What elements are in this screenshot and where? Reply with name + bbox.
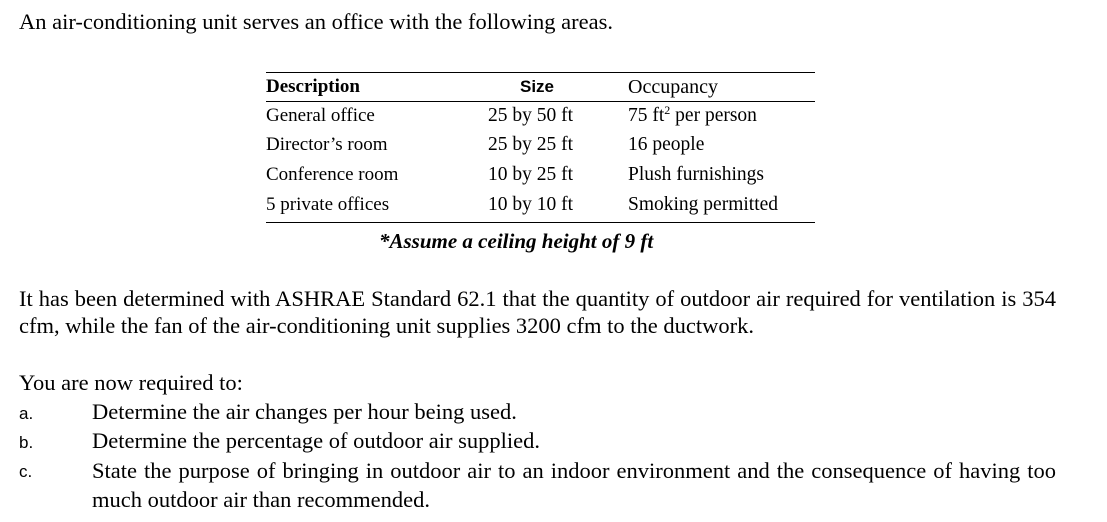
cell-size: 25 by 25 ft [488, 134, 574, 155]
occupancy-unit: per person [670, 105, 757, 126]
areas-table [266, 72, 815, 223]
table-header-row [266, 73, 815, 102]
requirements-intro: You are now required to: [19, 370, 243, 395]
cell-size: 25 by 50 ft [488, 105, 574, 126]
table-row [266, 102, 815, 132]
cell-description: Conference room [266, 164, 399, 185]
ventilation-paragraph: It has been determined with ASHRAE Standard 62.1 that the quantity of outdoor air required for ventilation is 354 cfm, while the fan of the air-conditioning unit supplies 3200 cfm to the ductwork. [19, 286, 1056, 338]
item-label: a. [19, 404, 34, 423]
table-row [266, 162, 815, 192]
header-occupancy: Occupancy [628, 76, 718, 98]
item-text: Determine the percentage of outdoor air supplied. [92, 428, 540, 453]
table-row [266, 192, 815, 222]
cell-size: 10 by 10 ft [488, 194, 574, 215]
cell-occupancy: Plush furnishings [628, 164, 764, 185]
item-label: c. [19, 462, 33, 481]
occupancy-superscript: 2 [664, 103, 671, 117]
cell-description: 5 private offices [266, 194, 390, 215]
item-text: State the purpose of bringing in outdoor air to an indoor environment and the consequence of having too much outdoor air than recommended. [92, 458, 1056, 512]
header-size: Size [520, 77, 555, 96]
cell-occupancy: 16 people [628, 134, 705, 155]
table-row [266, 132, 815, 162]
cell-occupancy: Smoking permitted [628, 194, 779, 215]
cell-description: Director’s room [266, 134, 388, 155]
header-description: Description [266, 76, 360, 97]
occupancy-value: 75 ft [628, 105, 665, 126]
cell-description: General office [266, 105, 375, 126]
intro-text: An air-conditioning unit serves an office with the following areas. [19, 9, 613, 34]
item-label: b. [19, 433, 34, 452]
cell-size: 10 by 25 ft [488, 164, 574, 185]
cell-occupancy [628, 105, 757, 127]
ceiling-height-note: *Assume a ceiling height of 9 ft [379, 229, 654, 253]
item-text: Determine the air changes per hour being used. [92, 399, 517, 424]
